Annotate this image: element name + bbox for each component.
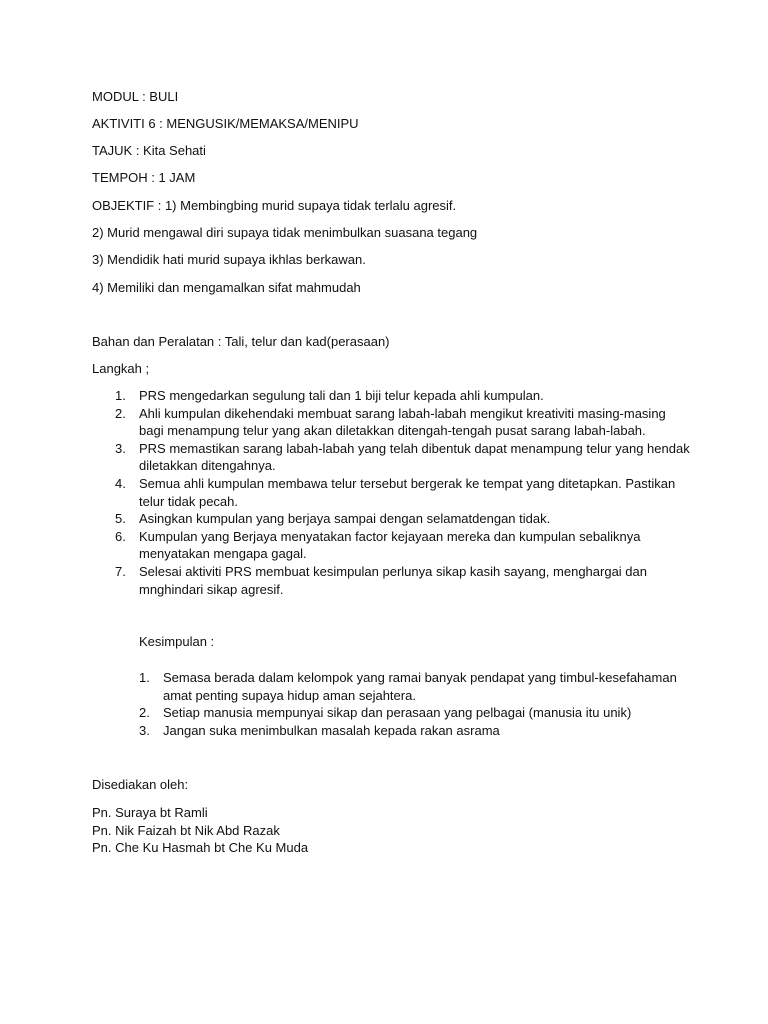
- list-text: Kumpulan yang Berjaya menyatakan factor kejayaan mereka dan kumpulan sebaliknya menyatakan mengapa gagal.: [139, 528, 641, 562]
- list-number: 1.: [139, 670, 150, 685]
- list-number: 5.: [115, 511, 126, 527]
- langkah-list: [92, 387, 692, 598]
- objektif-line-1: OBJEKTIF : 1) Membingbing murid supaya tidak terlalu agresif.: [92, 198, 457, 213]
- list-number: 6.: [115, 528, 126, 544]
- objektif-line-2: 2) Murid mengawal diri supaya tidak menimbulkan suasana tegang: [92, 225, 478, 240]
- list-text: PRS memastikan sarang labah-labah yang telah dibentuk dapat menampung telur yang hendak diletakkan ditengahnya.: [139, 440, 690, 474]
- list-item: [92, 528, 692, 563]
- list-number: 4.: [115, 475, 126, 491]
- list-number: 2.: [115, 405, 126, 421]
- list-item: [92, 510, 692, 528]
- langkah-heading: Langkah ;: [92, 361, 150, 376]
- author-name: Pn. Nik Faizah bt Nik Abd Razak: [92, 822, 280, 838]
- tempoh-line: TEMPOH : 1 JAM: [92, 170, 196, 185]
- list-item: [139, 722, 699, 740]
- list-item: [92, 563, 692, 598]
- bahan-line: Bahan dan Peralatan : Tali, telur dan kad(perasaan): [92, 334, 390, 349]
- list-text: Ahli kumpulan dikehendaki membuat sarang labah-labah mengikut kreativiti masing-masing bagi menampung telur yang akan diletakkan ditengah-tengah pusat sarang labah-labah.: [139, 405, 666, 439]
- list-item: [139, 704, 699, 722]
- tajuk-line: TAJUK : Kita Sehati: [92, 143, 206, 158]
- list-item: [92, 405, 692, 440]
- list-item: [92, 387, 692, 405]
- disediakan-list: [92, 804, 308, 857]
- aktiviti-line: AKTIVITI 6 : MENGUSIK/MEMAKSA/MENIPU: [92, 116, 359, 131]
- list-text: Asingkan kumpulan yang berjaya sampai dengan selamatdengan tidak.: [139, 511, 551, 527]
- list-text: Semua ahli kumpulan membawa telur tersebut bergerak ke tempat yang ditetapkan. Pastikan telur tidak pecah.: [139, 475, 676, 509]
- list-number: 7.: [115, 563, 126, 579]
- list-item: [92, 440, 692, 475]
- modul-line: MODUL : BULI: [92, 89, 179, 104]
- list-text: Setiap manusia mempunyai sikap dan perasaan yang pelbagai (manusia itu unik): [163, 705, 632, 721]
- author-name: Pn. Che Ku Hasmah bt Che Ku Muda: [92, 840, 309, 856]
- list-item: [139, 669, 699, 704]
- list-text: Jangan suka menimbulkan masalah kepada rakan asrama: [163, 722, 500, 738]
- list-text: Selesai aktiviti PRS membuat kesimpulan perlunya sikap kasih sayang, menghargai dan mnghindari sikap agresif.: [139, 563, 647, 597]
- kesimpulan-heading: Kesimpulan :: [139, 634, 215, 649]
- objektif-line-3: 3) Mendidik hati murid supaya ikhlas berkawan.: [92, 252, 366, 267]
- list-text: Semasa berada dalam kelompok yang ramai banyak pendapat yang timbul-kesefahaman amat penting supaya hidup aman sejahtera.: [163, 670, 677, 703]
- list-item: [92, 475, 692, 510]
- list-number: 3.: [139, 722, 150, 738]
- list-number: 3.: [115, 440, 126, 456]
- disediakan-heading: Disediakan oleh:: [92, 777, 189, 792]
- author-name: Pn. Suraya bt Ramli: [92, 805, 208, 820]
- list-number: 2.: [139, 705, 150, 721]
- list-number: 1.: [115, 388, 126, 403]
- kesimpulan-list: [139, 669, 699, 739]
- objektif-line-4: 4) Memiliki dan mengamalkan sifat mahmudah: [92, 280, 361, 295]
- list-text: PRS mengedarkan segulung tali dan 1 biji telur kepada ahli kumpulan.: [139, 388, 544, 403]
